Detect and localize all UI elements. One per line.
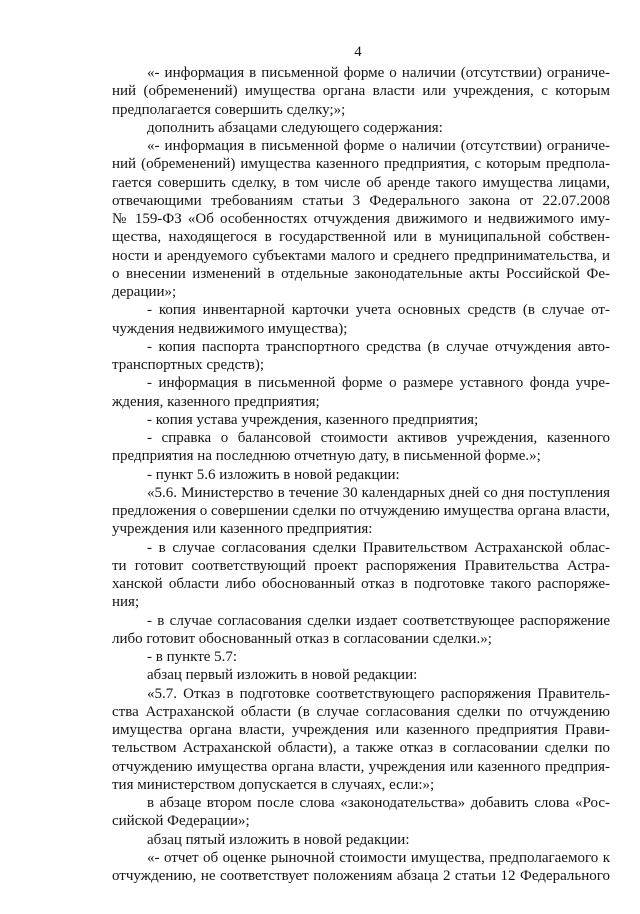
clause-5-7-text <box>112 685 610 795</box>
text-line: имущества органа власти, учреждения или казенного предприятия Прави- <box>112 722 610 738</box>
item-balance-value-certificate <box>112 429 610 466</box>
text-line: ний (обременений) имущества казенного предприятия, с которым предпола- <box>112 156 610 173</box>
instruction-clause-5-7 <box>112 648 610 666</box>
instruction-first-paragraph <box>112 666 610 684</box>
clause-5-6-text <box>112 484 610 539</box>
instruction-add-paragraphs <box>112 119 610 137</box>
item-charter-copy <box>112 411 610 429</box>
item-vehicle-passport-copy <box>112 338 610 375</box>
text-line: гается совершить сделку, в том числе об аренде такого имущества лицами, <box>112 174 610 191</box>
text-line: - копия паспорта транспортного средства (в случае отчуждения авто- <box>147 338 610 355</box>
text-line: о внесении изменений в отдельные законодательные акты Российской Фе- <box>112 265 610 282</box>
page-number: 4 <box>354 44 362 60</box>
text-line: № 159-ФЗ «Об особенностях отчуждения движимого и недвижимого иму- <box>112 211 610 227</box>
text-line: - информация в письменной форме о размере уставного фонда учре- <box>147 375 610 392</box>
text-line: сийской Федерации»; <box>112 813 250 830</box>
text-line: ства Астраханской области (в случае согласования сделки по отчуждению <box>112 703 610 720</box>
text-line: предполагается совершить сделку;»; <box>112 101 346 118</box>
text-line: предприятия на последнюю отчетную дату, в письменной форме.»; <box>112 448 541 465</box>
text-line: - копия инвентарной карточки учета основных средств (в случае от- <box>147 302 610 319</box>
item-inventory-card-copy <box>112 301 610 338</box>
text-line: ний (обременений) имущества органа власти или учреждения, с которым <box>112 83 610 100</box>
text-line: «- информация в письменной форме о наличии (отсутствии) ограниче- <box>147 138 610 154</box>
text-line: - справка о балансовой стоимости активов учреждения, казенного <box>147 430 610 446</box>
text-line: «5.7. Отказ в подготовке соответствующего распоряжения Правитель- <box>147 685 610 702</box>
instruction-clause-5-6 <box>112 466 610 484</box>
text-line: транспортных средств); <box>112 357 265 373</box>
text-line: в абзаце втором после слова «законодательства» добавить слова «Рос- <box>147 795 610 811</box>
text-line: ханской области либо обоснованный отказ в подготовке такого распоряже- <box>112 576 610 592</box>
clause-5-6-ministry-approval <box>112 612 610 649</box>
text-line: абзац пятый изложить в новой редакции: <box>147 831 410 848</box>
clause-5-7-fifth-paragraph-text <box>112 849 610 886</box>
text-line: ности и арендуемого субъектами малого и среднего предпринимательства, и <box>112 247 610 264</box>
text-line: чуждения недвижимого имущества); <box>112 320 348 337</box>
instruction-second-paragraph <box>112 794 610 831</box>
text-line: - в случае согласования сделки Правительством Астраханской облас- <box>147 539 610 556</box>
instruction-fifth-paragraph <box>112 831 610 849</box>
text-line: отчуждению, не соответствует положениям абзаца 2 статьи 12 Федерального <box>112 868 610 884</box>
text-line: - пункт 5.6 изложить в новой редакции: <box>147 466 400 483</box>
text-line: щества, находящегося в государственной или в муниципальной собствен- <box>112 229 610 246</box>
text-line: дополнить абзацами следующего содержания: <box>147 119 443 136</box>
text-line: предложения о совершении сделки по отчуждению имущества органа власти, <box>112 503 610 519</box>
text-line: «5.6. Министерство в течение 30 календарных дней со дня поступления <box>147 484 610 501</box>
document-body <box>112 64 610 885</box>
text-line: «- информация в письменной форме о наличии (отсутствии) ограниче- <box>147 65 610 81</box>
text-line: тельством Астраханской области), а также отказ в согласовании сделки по <box>112 740 610 757</box>
text-line: - в случае согласования сделки издает соответствующее распоряжение <box>147 612 610 629</box>
text-line: дерации»; <box>112 284 177 300</box>
text-line: - копия устава учреждения, казенного предприятия; <box>147 411 479 428</box>
text-line: абзац первый изложить в новой редакции: <box>147 667 418 684</box>
quoted-item-encumbrance-info-authority <box>112 64 610 119</box>
text-line: отвечающими требованиям статьи 3 Федерального закона от 22.07.2008 <box>112 192 610 209</box>
text-line: ти готовит соответствующий проект распоряжения Правительства Астра- <box>112 557 610 574</box>
item-charter-fund-info <box>112 374 610 411</box>
text-line: ждения, казенного предприятия; <box>112 393 320 410</box>
text-line: либо готовит обоснованный отказ в согласовании сделки.»; <box>112 630 492 647</box>
quoted-item-encumbrance-info-enterprise <box>112 137 610 301</box>
text-line: ния; <box>112 594 140 611</box>
text-line: тия министерством допускается в случаях, если:»; <box>112 776 435 793</box>
text-line: «- отчет об оценке рыночной стоимости имущества, предполагаемого к <box>147 849 610 866</box>
text-line: отчуждению имущества органа власти, учреждения или казенного предприя- <box>112 758 610 775</box>
clause-5-6-government-approval <box>112 539 610 612</box>
text-line: - в пункте 5.7: <box>147 649 238 665</box>
text-line: учреждения или казенного предприятия: <box>112 521 373 538</box>
